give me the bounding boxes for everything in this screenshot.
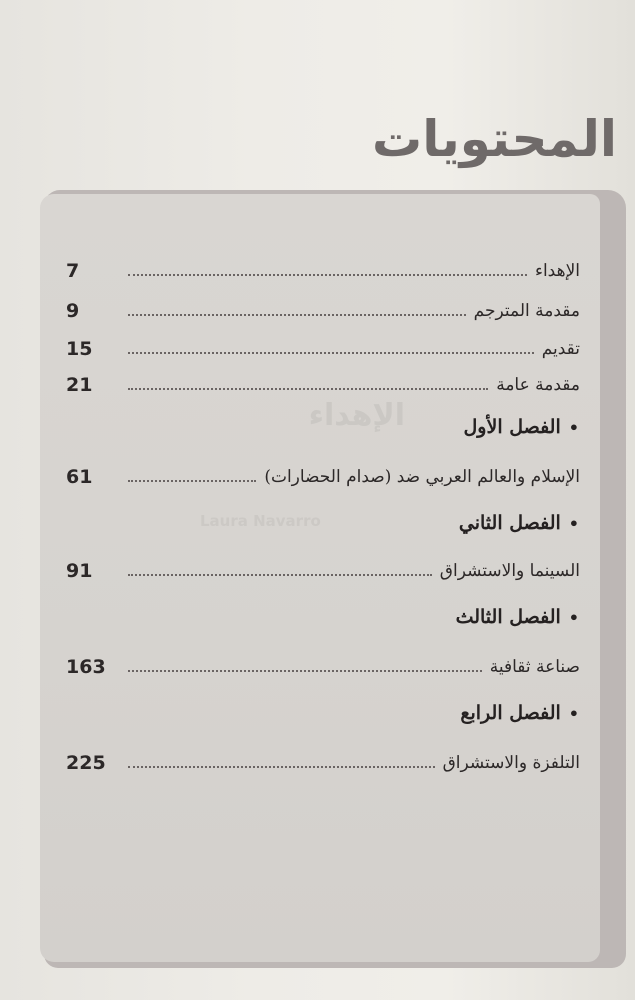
toc-row-translator-intro <box>66 288 580 322</box>
bullet-icon: • <box>568 704 579 723</box>
toc-row-general-intro <box>66 362 580 396</box>
toc-page-number: 15 <box>66 338 93 360</box>
toc-entry-label: السينما والاستشراق <box>439 561 580 581</box>
toc-entry-label: صناعة ثقافية <box>489 657 580 677</box>
toc-entry-label: مقدمة المترجم <box>473 301 580 321</box>
chapter-heading-2 <box>459 512 579 534</box>
chapter-title: الفصل الثالث <box>455 606 561 628</box>
show-through-name: Laura Navarro <box>200 512 321 530</box>
toc-entry-label: تقديم <box>541 339 580 359</box>
bullet-icon: • <box>568 608 579 627</box>
leader-dots <box>128 387 488 390</box>
toc-entry-label: الإسلام والعالم العربي ضد (صدام الحضارات) <box>264 467 580 487</box>
toc-page-number: 225 <box>66 752 106 774</box>
toc-page-number: 21 <box>66 374 93 396</box>
toc-row-chapter-3 <box>66 644 580 678</box>
chapter-title: الفصل الرابع <box>460 702 561 724</box>
bullet-icon: • <box>568 514 579 533</box>
toc-row-chapter-4 <box>66 740 580 774</box>
toc-page-number: 9 <box>66 300 80 322</box>
toc-row-dedication <box>66 248 580 282</box>
toc-entry-label: مقدمة عامة <box>496 375 580 395</box>
leader-dots <box>128 313 466 316</box>
chapter-title: الفصل الثاني <box>458 512 561 534</box>
bullet-icon: • <box>568 418 579 437</box>
chapter-heading-3 <box>456 606 579 628</box>
toc-row-preface <box>66 326 580 360</box>
toc-entry-label: التلفزة والاستشراق <box>442 753 580 773</box>
toc-row-chapter-1 <box>66 454 580 488</box>
leader-dots <box>128 765 435 768</box>
toc-row-chapter-2 <box>66 548 580 582</box>
leader-dots <box>128 273 527 276</box>
show-through-heading: الإهداء <box>308 398 405 433</box>
leader-dots <box>128 573 432 576</box>
leader-dots <box>128 351 534 354</box>
toc-page-number: 61 <box>66 466 93 488</box>
toc-page-number: 163 <box>66 656 106 678</box>
toc-page-number: 91 <box>66 560 93 582</box>
chapter-heading-1 <box>464 416 580 438</box>
toc-page-number: 7 <box>66 260 80 282</box>
chapter-title: الفصل الأول <box>463 416 561 438</box>
leader-dots <box>128 669 482 672</box>
chapter-heading-4 <box>460 702 579 724</box>
leader-dots <box>128 479 256 482</box>
page-title: المحتويات <box>371 110 617 168</box>
toc-entry-label: الإهداء <box>534 261 580 281</box>
